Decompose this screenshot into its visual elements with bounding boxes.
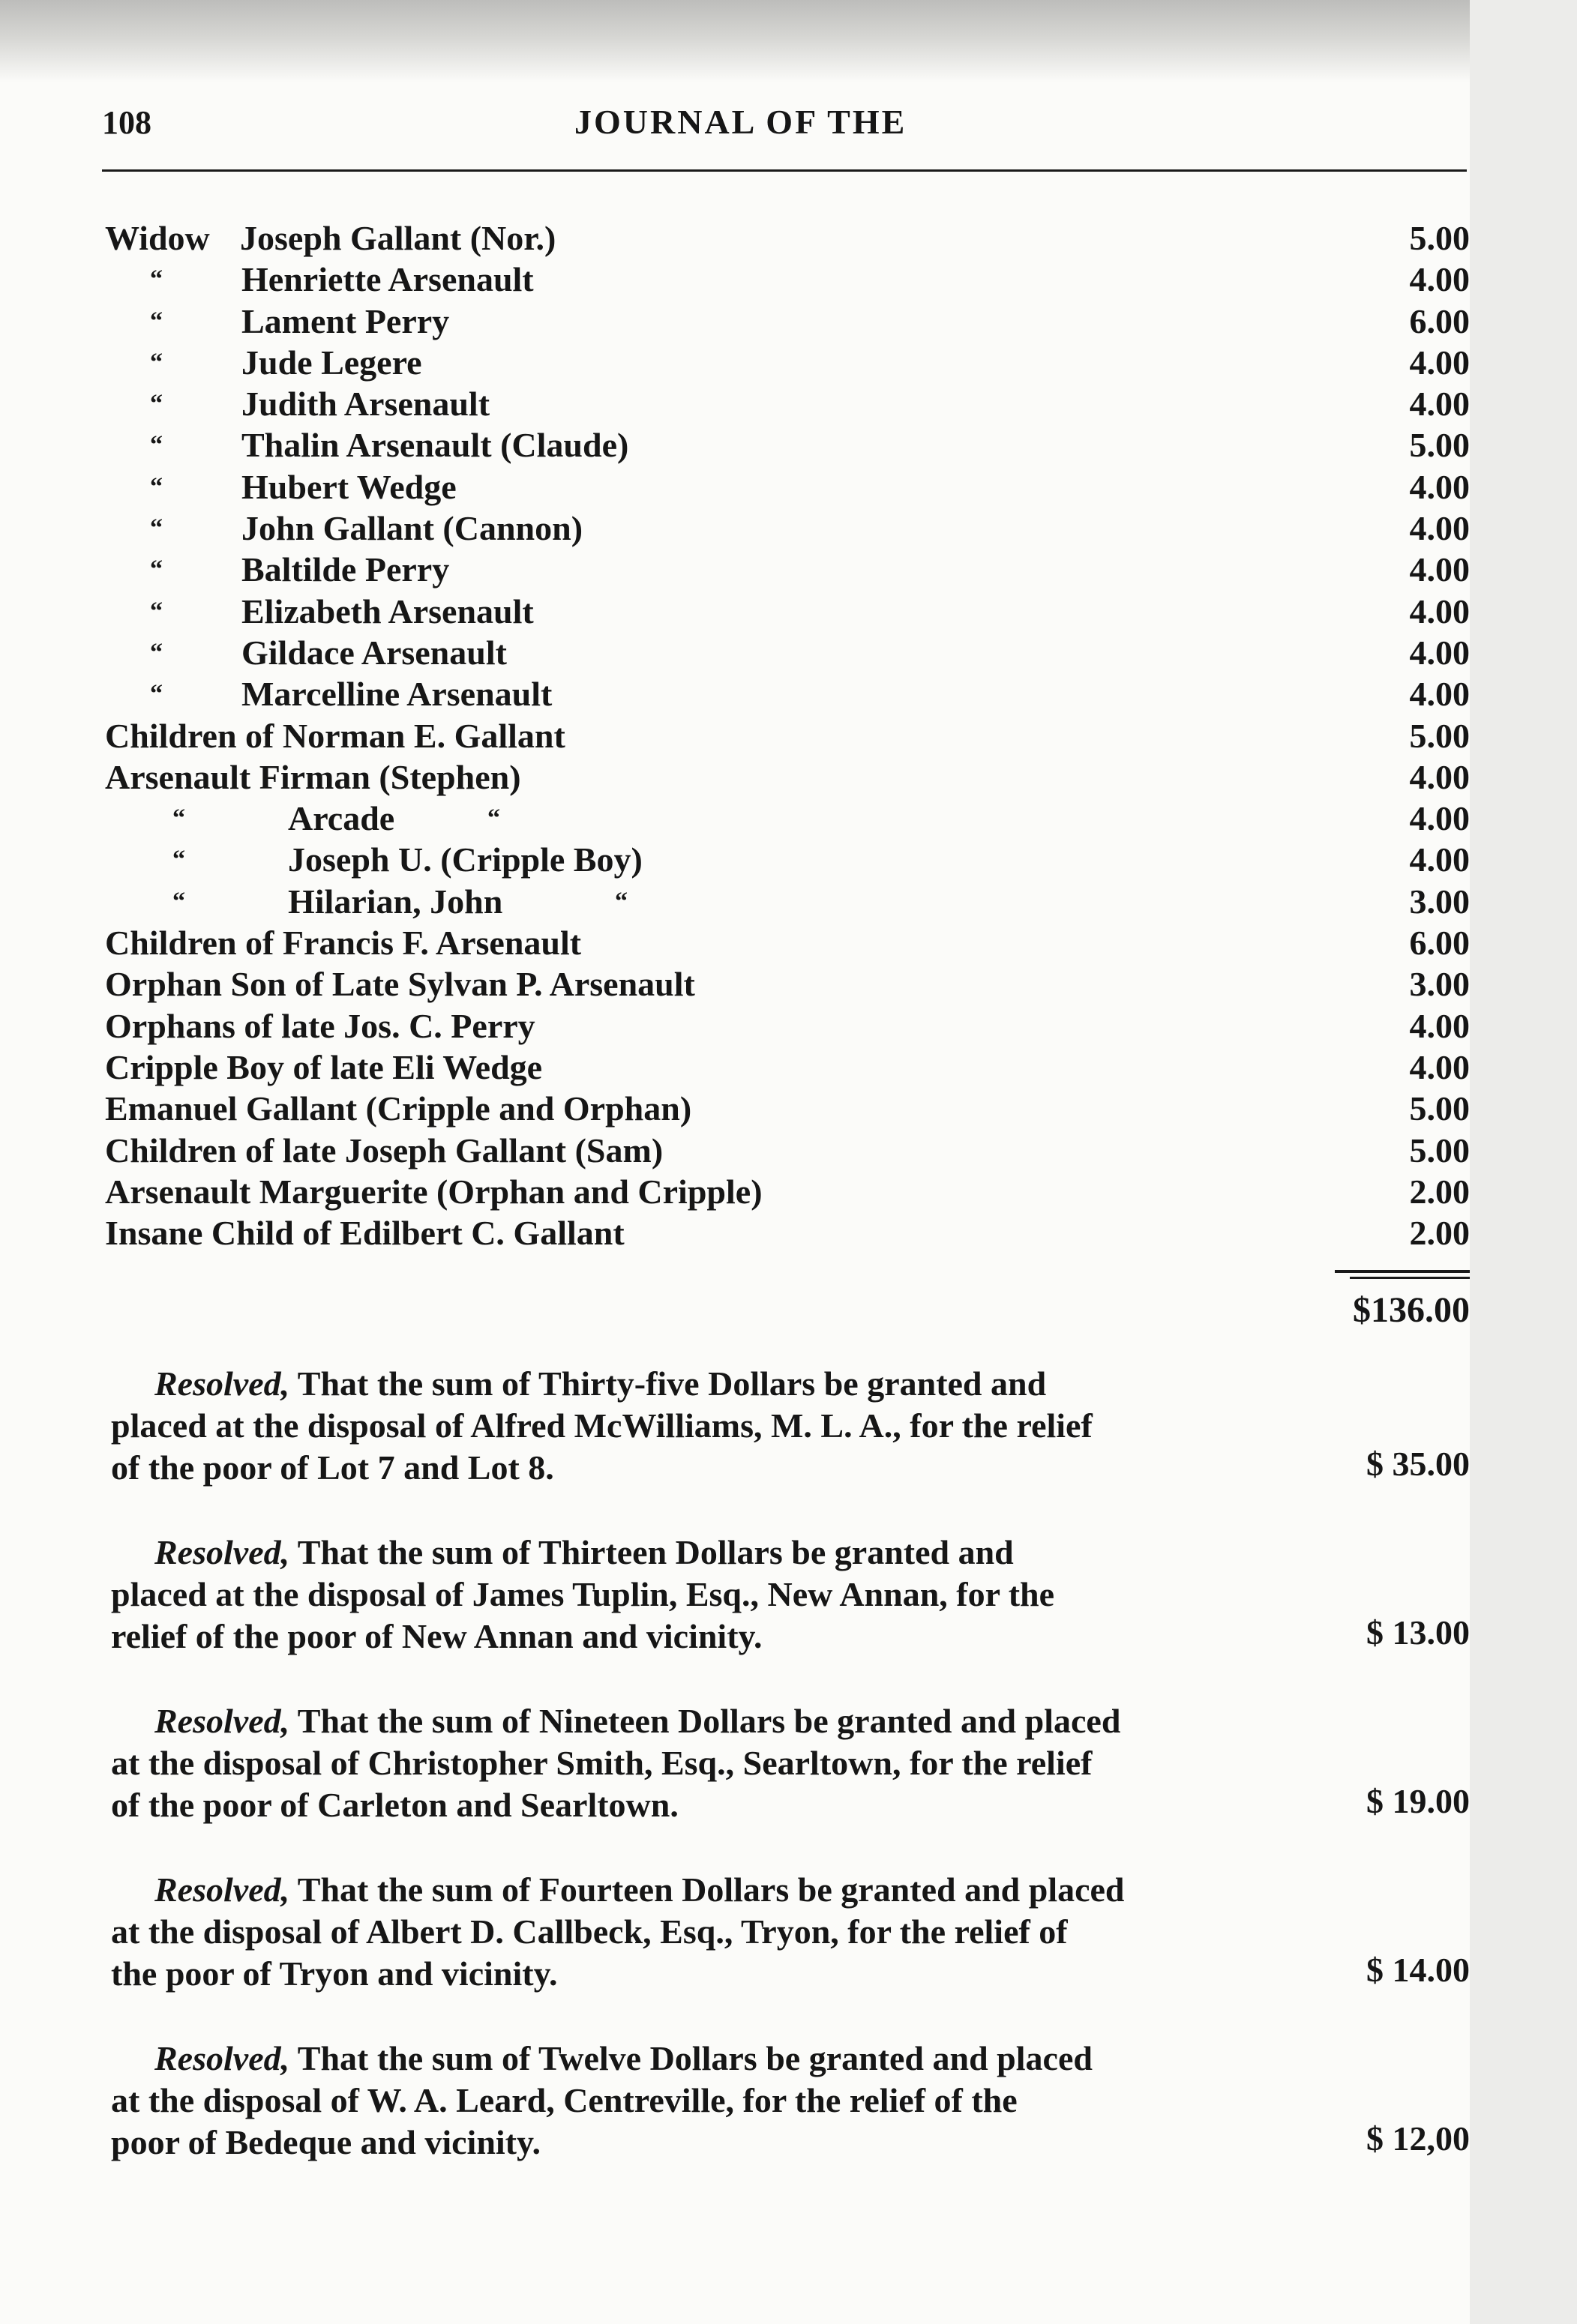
resolution-line: That the sum of Twelve Dollars be granted and placed: [297, 2039, 1093, 2077]
ledger-amount: 5.00: [1409, 1131, 1470, 1169]
running-title: JOURNAL OF THE: [574, 103, 907, 141]
ditto-mark: “: [150, 348, 163, 376]
ledger-row: [105, 342, 1470, 383]
ledger-row: [105, 715, 1470, 756]
resolution-line: That the sum of Thirty-five Dollars be granted and: [297, 1364, 1047, 1403]
ledger-amount: 3.00: [1409, 882, 1470, 921]
ledger-row: [105, 1171, 1470, 1212]
ledger-amount: 4.00: [1409, 633, 1470, 672]
relief-ledger: [105, 217, 1470, 1253]
resolution-lead: Resolved,: [154, 1364, 290, 1403]
resolution-lead: Resolved,: [154, 2039, 290, 2077]
ledger-row: [105, 1088, 1470, 1129]
ledger-amount: 5.00: [1409, 1089, 1470, 1128]
ledger-amount: 2.00: [1409, 1172, 1470, 1211]
ledger-row: [105, 259, 1470, 300]
ledger-row: [105, 383, 1470, 424]
resolution-line: That the sum of Thirteen Dollars be granted and: [297, 1533, 1014, 1571]
header-rule: [102, 169, 1467, 172]
ledger-amount: 4.00: [1409, 840, 1470, 879]
ledger-name: Joseph Gallant (Nor.): [240, 219, 556, 257]
ledger-name: Orphan Son of Late Sylvan P. Arsenault: [105, 965, 695, 1004]
ledger-name: Joseph U. (Cripple Boy): [288, 840, 643, 879]
ledger-amount: 4.00: [1409, 799, 1470, 838]
ledger-row: [105, 881, 1470, 922]
ditto-mark: “: [150, 556, 163, 584]
ledger-row: [105, 963, 1470, 1005]
resolution-3: [111, 1700, 1311, 1826]
ledger-amount: 4.00: [1409, 509, 1470, 548]
ditto-mark: “: [172, 846, 185, 874]
ditto-mark: “: [487, 804, 500, 833]
resolution-4: [111, 1869, 1311, 1995]
ledger-name: Children of Norman E. Gallant: [105, 716, 565, 755]
ledger-name: Children of Francis F. Arsenault: [105, 924, 582, 963]
ditto-mark: “: [150, 680, 163, 708]
ledger-row: [105, 756, 1470, 798]
ledger-row: [105, 466, 1470, 508]
ledger-row: [105, 508, 1470, 549]
ditto-mark: “: [172, 887, 185, 915]
resolution-line: relief of the poor of New Annan and vicinity.: [111, 1617, 763, 1655]
ledger-name: Elizabeth Arsenault: [241, 591, 534, 630]
resolution-line: placed at the disposal of James Tuplin, Esq., New Annan, for the: [111, 1575, 1055, 1613]
ledger-name: Henriette Arsenault: [241, 260, 534, 299]
ditto-mark: “: [615, 887, 628, 915]
resolution-1: [111, 1363, 1311, 1489]
resolution-lead: Resolved,: [154, 1702, 290, 1740]
ledger-name: Jude Legere: [241, 343, 422, 382]
ledger-amount: 5.00: [1409, 426, 1470, 465]
resolution-amount: $ 19.00: [1366, 1782, 1470, 1820]
ledger-amount: 6.00: [1409, 924, 1470, 963]
ledger-row: [105, 301, 1470, 342]
ledger-row: [105, 632, 1470, 673]
ditto-mark: “: [150, 265, 163, 294]
ledger-total: $136.00: [1353, 1290, 1470, 1330]
ledger-name: Insane Child of Edilbert C. Gallant: [105, 1214, 625, 1253]
ledger-name: Baltilde Perry: [241, 550, 450, 589]
ledger-name: Cripple Boy of late Eli Wedge: [105, 1047, 543, 1086]
ledger-amount: 3.00: [1409, 965, 1470, 1004]
ledger-row: [105, 1212, 1470, 1253]
total-rule-double: [1350, 1277, 1470, 1279]
ditto-mark: “: [150, 431, 163, 460]
ledger-amount: 4.00: [1409, 1006, 1470, 1045]
resolution-line: at the disposal of Christopher Smith, Esq., Searltown, for the relief: [111, 1744, 1093, 1782]
ledger-amount: 6.00: [1409, 301, 1470, 340]
resolution-2: [111, 1532, 1311, 1658]
resolution-line: at the disposal of Albert D. Callbeck, Esq., Tryon, for the relief of: [111, 1912, 1068, 1951]
ledger-row: [105, 839, 1470, 880]
ditto-mark: “: [150, 514, 163, 543]
resolution-line: the poor of Tryon and vicinity.: [111, 1954, 558, 1993]
ledger-name: Lament Perry: [241, 301, 450, 340]
ledger-row: [105, 549, 1470, 590]
ledger-name: Arcade: [288, 799, 395, 838]
ledger-name: Children of late Joseph Gallant (Sam): [105, 1131, 664, 1169]
ledger-amount: 5.00: [1409, 716, 1470, 755]
ledger-row: [105, 1005, 1470, 1047]
ledger-row: [105, 798, 1470, 839]
ledger-amount: 4.00: [1409, 385, 1470, 424]
resolution-line: poor of Bedeque and vicinity.: [111, 2123, 541, 2161]
ledger-row: [105, 673, 1470, 714]
ledger-row: [105, 922, 1470, 963]
ledger-prefix: Widow: [105, 219, 210, 257]
ledger-name: Judith Arsenault: [241, 385, 490, 424]
resolution-amount: $ 14.00: [1366, 1951, 1470, 1989]
resolution-line: That the sum of Nineteen Dollars be granted and placed: [297, 1702, 1121, 1740]
ledger-name: Arsenault Firman (Stephen): [105, 757, 521, 796]
ditto-mark: “: [150, 472, 163, 501]
ditto-mark: “: [150, 307, 163, 335]
ledger-amount: 4.00: [1409, 1047, 1470, 1086]
ledger-row: [105, 424, 1470, 466]
ledger-row: [105, 591, 1470, 632]
ditto-mark: “: [150, 597, 163, 625]
resolution-line: of the poor of Lot 7 and Lot 8.: [111, 1448, 554, 1487]
ledger-amount: 4.00: [1409, 260, 1470, 299]
ledger-name: Hilarian, John: [288, 882, 503, 921]
resolution-line: That the sum of Fourteen Dollars be granted and placed: [297, 1870, 1125, 1909]
page-stain: [0, 0, 1470, 82]
ledger-amount: 4.00: [1409, 675, 1470, 714]
ledger-name: Marcelline Arsenault: [241, 675, 553, 714]
ledger-name: Thalin Arsenault (Claude): [241, 426, 629, 465]
ditto-mark: “: [172, 804, 185, 833]
total-rule: [1335, 1270, 1470, 1273]
page-number: 108: [102, 104, 151, 141]
resolution-lead: Resolved,: [154, 1870, 290, 1909]
page-margin: [1470, 0, 1577, 2324]
resolution-line: placed at the disposal of Alfred McWilliams, M. L. A., for the relief: [111, 1406, 1093, 1445]
ledger-row: [105, 1130, 1470, 1171]
ledger-amount: 4.00: [1409, 343, 1470, 382]
resolution-line: at the disposal of W. A. Leard, Centreville, for the relief of the: [111, 2081, 1018, 2119]
resolution-amount: $ 13.00: [1366, 1613, 1470, 1652]
ledger-row: [105, 217, 1470, 259]
ledger-amount: 4.00: [1409, 591, 1470, 630]
ledger-amount: 4.00: [1409, 757, 1470, 796]
resolution-line: of the poor of Carleton and Searltown.: [111, 1786, 679, 1824]
resolution-5: [111, 2038, 1311, 2164]
page-header: [102, 97, 1467, 142]
ledger-amount: 4.00: [1409, 467, 1470, 506]
ledger-row: [105, 1047, 1470, 1088]
ditto-mark: “: [150, 638, 163, 666]
resolution-lead: Resolved,: [154, 1533, 290, 1571]
ledger-name: Hubert Wedge: [241, 467, 457, 506]
ledger-name: Orphans of late Jos. C. Perry: [105, 1006, 535, 1045]
resolution-amount: $ 35.00: [1366, 1445, 1470, 1483]
ledger-name: Emanuel Gallant (Cripple and Orphan): [105, 1089, 692, 1128]
resolution-amount: $ 12,00: [1366, 2119, 1470, 2158]
ledger-amount: 2.00: [1409, 1214, 1470, 1253]
ledger-name: Gildace Arsenault: [241, 633, 507, 672]
ledger-amount: 5.00: [1409, 219, 1470, 257]
ditto-mark: “: [150, 390, 163, 418]
ledger-name: John Gallant (Cannon): [241, 509, 583, 548]
ledger-amount: 4.00: [1409, 550, 1470, 589]
ledger-name: Arsenault Marguerite (Orphan and Cripple): [105, 1172, 763, 1211]
